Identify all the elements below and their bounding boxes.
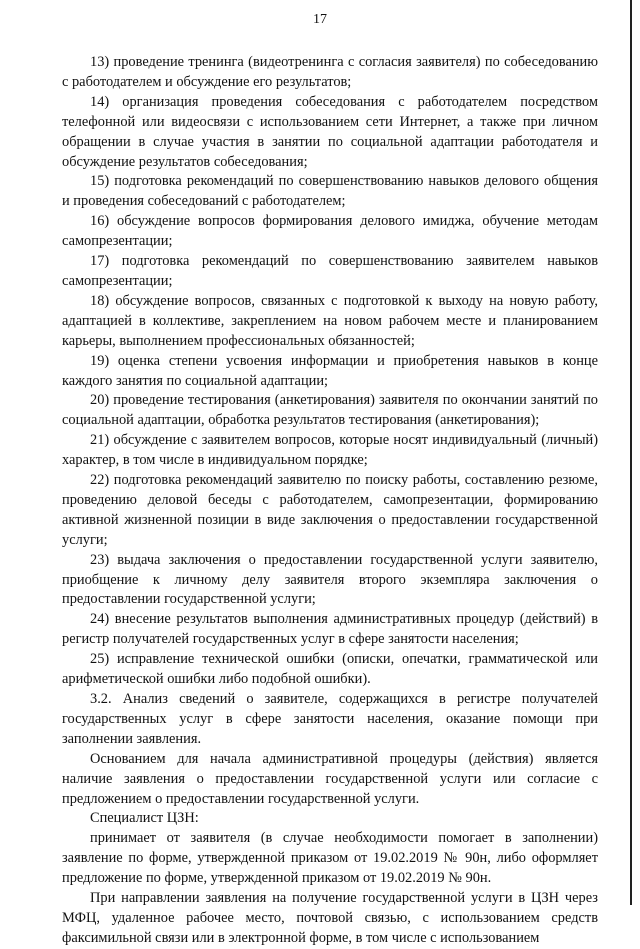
paragraph-submission-channels: При направлении заявления на получение государственной услуги в ЦЗН через МФЦ, удаленное рабочее место, почтовой связью, с использованием средств факсимильной связи или в электронной форме, в том числе с использованием: [62, 890, 598, 946]
paragraph-item-13: 13) проведение тренинга (видеотренинга с согласия заявителя) по собеседованию с работодателем и обсуждение его результатов;: [62, 54, 598, 90]
paragraph-item-15: 15) подготовка рекомендаций по совершенствованию навыков делового общения и проведения собеседований с работодателем;: [62, 173, 598, 210]
paragraph-specialist: Специалист ЦЗН:: [90, 810, 199, 827]
paragraph-item-24: 24) внесение результатов выполнения административных процедур (действий) в регистр получателей государственных услуг в сфере занятости населения;: [62, 611, 598, 648]
page-number: 17: [313, 12, 327, 27]
paragraph-accepts-application: принимает от заявителя (в случае необходимости помогает в заполнении) заявление по форме, утвержденной приказом от 19.02.2019 № 90н, либо оформляет предложение по форме, утвержденной приказом от 19.02.2019 № 90н.: [62, 830, 598, 887]
paragraph-item-22: 22) подготовка рекомендаций заявителю по поиску работы, составлению резюме, проведению деловой беседы с работодателем, самопрезентации, формированию активной жизненной позиции в виде заключения о предоставлении государственной услуги;: [62, 472, 598, 548]
paragraph-item-19: 19) оценка степени усвоения информации и приобретения навыков в конце каждого занятия по социальной адаптации;: [62, 352, 598, 389]
paragraph-item-23: 23) выдача заключения о предоставлении государственной услуги заявителю, приобщение к личному делу заявителя второго экземпляра заключения о предоставлении государственной услуги;: [62, 551, 598, 608]
paragraph-item-14: 14) организация проведения собеседования с работодателем посредством телефонной или видеосвязи с использованием сети Интернет, а также при личном обращении в случае участия в занятии по социальной адаптации работодателя и обсуждение результатов собеседования;: [62, 93, 598, 170]
paragraph-basis: Основанием для начала административной процедуры (действия) является наличие заявления о предоставлении государственной услуги или согласие с предложением о предоставлении государственной услуги.: [62, 750, 598, 807]
scan-edge-line: [630, 0, 632, 905]
paragraph-item-18: 18) обсуждение вопросов, связанных с подготовкой к выходу на новую работу, адаптацией в коллективе, закреплением на новом рабочем месте и планированием карьеры, выполнением профессиональных обязанностей;: [62, 292, 598, 349]
paragraph-item-20: 20) проведение тестирования (анкетирования) заявителя по окончании занятий по социальной адаптации, обработка результатов тестирования (анкетирования);: [62, 392, 598, 429]
paragraph-item-17: 17) подготовка рекомендаций по совершенствованию заявителем навыков самопрезентации;: [62, 253, 598, 289]
section-3-2-heading: 3.2. Анализ сведений о заявителе, содержащихся в регистре получателей государственных услуг в сфере занятости населения, оказание помощи при заполнении заявления.: [62, 691, 598, 747]
document-body: [62, 53, 598, 949]
paragraph-item-25: 25) исправление технической ошибки (описки, опечатки, грамматической или арифметической ошибки либо подобной ошибки).: [62, 651, 598, 688]
paragraph-item-21: 21) обсуждение с заявителем вопросов, которые носят индивидуальный (личный) характер, в том числе в индивидуальном порядке;: [62, 432, 598, 469]
paragraph-item-16: 16) обсуждение вопросов формирования делового имиджа, обучение методам самопрезентации;: [62, 213, 598, 250]
